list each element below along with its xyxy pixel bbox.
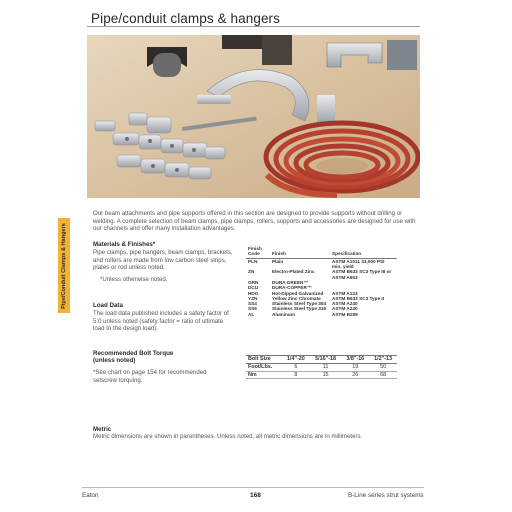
finish-code: AL xyxy=(248,311,255,317)
bolt-torque-table xyxy=(246,355,397,379)
side-tab-label: Pipe/Conduit Clamps & Hangers xyxy=(61,222,67,309)
intro-paragraph: Our beam attachments and pipe supports offered in this section are designed to provide supports without drilling or welding. A complete selection of beam clamps, pipe clamps, rollers, supports and accessories are designed for use with our channels and offer many installation advantages. xyxy=(93,210,416,233)
finish-name-header: Finish xyxy=(272,251,286,257)
bolt-table-header xyxy=(246,356,397,364)
finish-spec: ASTM B633 SC3 Type II xyxy=(332,295,385,301)
table-row xyxy=(246,363,397,371)
finish-code: YZN xyxy=(248,295,258,301)
table-row xyxy=(246,269,397,280)
footer-divider xyxy=(82,487,424,488)
bolt-size-col: 1/4"-20 xyxy=(282,356,310,364)
finish-spec: ASTM A240 xyxy=(332,301,358,307)
section-side-tab xyxy=(58,218,70,313)
row-label: Nm xyxy=(246,371,282,379)
table-cell: 26 xyxy=(341,371,369,379)
finish-table xyxy=(246,246,397,317)
title-divider xyxy=(87,26,420,27)
finish-name: Plain xyxy=(272,258,284,264)
finish-table-header xyxy=(246,246,397,258)
row-label: Foot/Lbs. xyxy=(246,363,282,371)
load-data-heading: Load Data xyxy=(93,302,123,309)
finish-code: SS4 xyxy=(248,301,257,307)
product-photo-graphic xyxy=(87,35,420,198)
finish-name: Yellow Zinc Chromate xyxy=(272,295,321,301)
table-cell: 6 xyxy=(282,363,310,371)
finish-code-header: Finish Code xyxy=(248,246,262,257)
finish-name: DURA-COPPER™ xyxy=(272,285,312,291)
materials-note: *Unless otherwise noted. xyxy=(100,276,168,283)
metric-body: Metric dimensions are shown in parentheses. Unless noted, all metric dimensions are in millimeters. xyxy=(93,433,363,440)
page-number: 168 xyxy=(250,492,261,499)
finish-spec: ASTM A1011 33,000 PSI min. yield xyxy=(332,258,385,270)
finish-code: PLN xyxy=(248,258,258,264)
finish-spec: ASTM A123 xyxy=(332,290,358,296)
bolt-size-col: 3/8"-16 xyxy=(341,356,369,364)
table-row xyxy=(246,312,397,317)
bolt-torque-subheading: (unless noted) xyxy=(93,357,136,364)
product-photo xyxy=(87,35,420,198)
load-data-body: The load data published includes a safety factor of 5:0 unless noted (safety factor = ratio of ultimate load to the design load). xyxy=(93,310,229,332)
finish-name: Hot-Dipped Galvanized xyxy=(272,290,324,296)
finish-spec: ASTM A240 xyxy=(332,306,358,312)
table-cell: 11 xyxy=(310,363,342,371)
bolt-size-col: 1/2"-13 xyxy=(369,356,397,364)
finish-name: Electro-Plated Zinc xyxy=(272,269,315,275)
finish-name: Stainless Steel Type 304 xyxy=(272,301,327,307)
table-cell: 50 xyxy=(369,363,397,371)
finish-name: Stainless Steel Type 316 xyxy=(272,306,327,312)
finish-code: GRN xyxy=(248,280,259,285)
finish-spec: ASTM B209 xyxy=(332,311,358,317)
materials-heading: Materials & Finishes* xyxy=(93,241,156,248)
metric-heading: Metric xyxy=(93,426,112,433)
footer-series: B-Line series strut systems xyxy=(348,492,424,499)
finish-name: DURA GREEN™ xyxy=(272,280,309,285)
table-row xyxy=(246,371,397,379)
finish-name: Aluminum xyxy=(272,311,295,317)
finish-code: SS6 xyxy=(248,306,257,312)
page-title: Pipe/conduit clamps & hangers xyxy=(91,11,281,26)
table-cell: 8 xyxy=(282,371,310,379)
finish-code: HDG xyxy=(248,290,259,296)
bolt-size-header: Bolt Size xyxy=(246,356,282,364)
footer-brand: Eaton xyxy=(82,492,99,499)
finish-code: ZN xyxy=(248,269,255,275)
bolt-torque-heading: Recommended Bolt Torque xyxy=(93,350,174,357)
table-cell: 19 xyxy=(341,363,369,371)
finish-code: DCU xyxy=(248,285,259,291)
bolt-size-col: 5/16"-18 xyxy=(310,356,342,364)
bolt-torque-note: *See chart on page 154 for recommended setscrew torquing. xyxy=(93,369,207,384)
finish-spec: ASTM B633 SC3 Type III or ASTM A653 xyxy=(332,269,392,280)
finish-spec-header: Specification xyxy=(332,251,362,257)
table-row xyxy=(246,258,397,269)
table-cell: 68 xyxy=(369,371,397,379)
table-cell: 15 xyxy=(310,371,342,379)
materials-body: Pipe clamps, pipe hangers, beam clamps, brackets, and rollers are made from low carbon steel strips, plates or rod unless noted. xyxy=(93,249,233,271)
